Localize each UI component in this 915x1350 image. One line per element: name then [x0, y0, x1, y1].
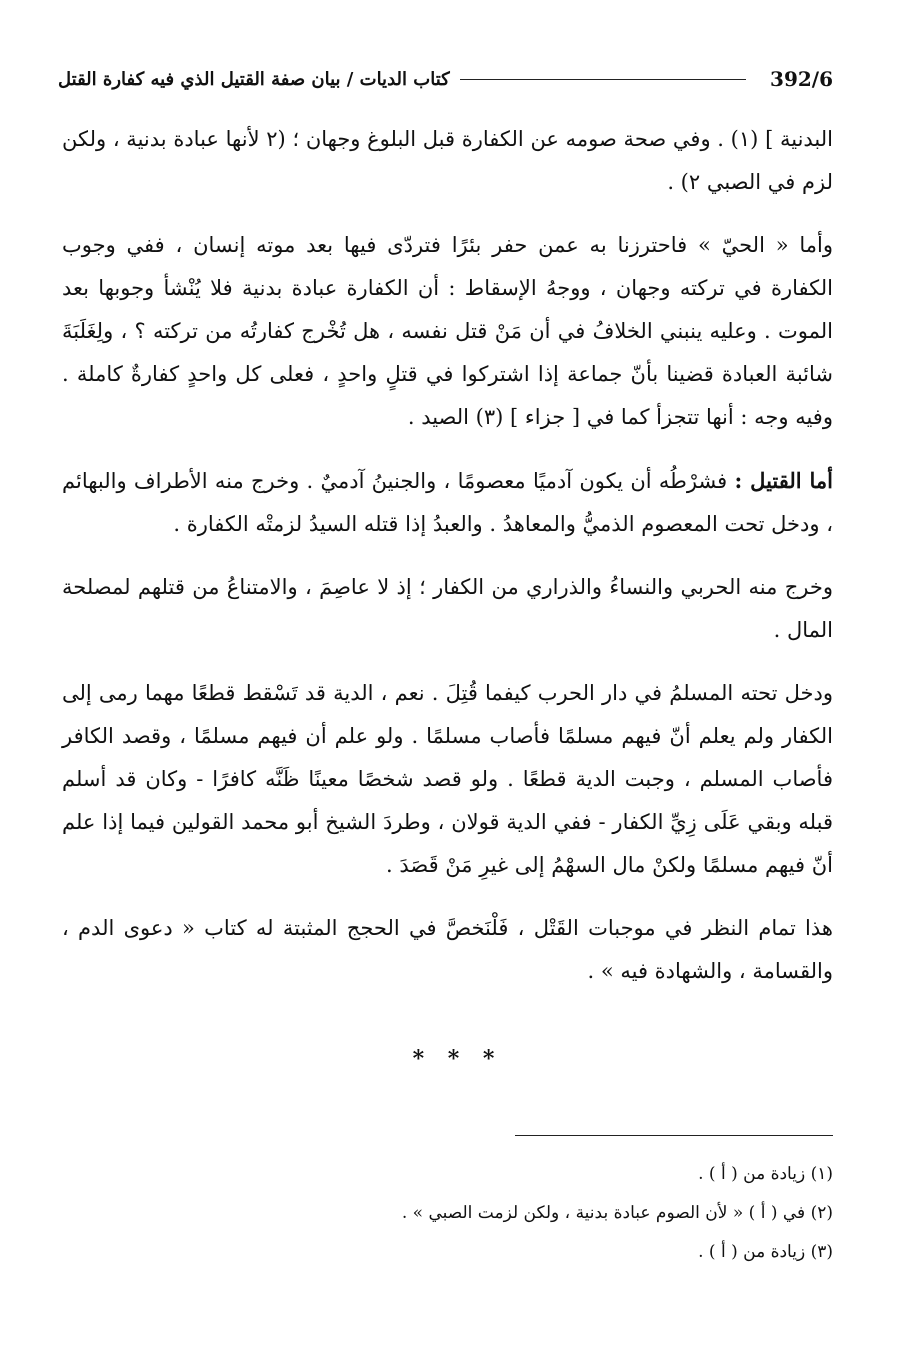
paragraph-1 — [62, 118, 833, 204]
paragraph-3 — [62, 459, 833, 546]
paragraph-2 — [62, 224, 833, 439]
paragraph-5 — [62, 672, 833, 887]
paragraph-text: ودخل تحته المسلمُ في دار الحرب كيفما قُتِلَ . نعم ، الدية قد تَسْقط قطعًا مهما رمى إلى الكفار ولم يعلم أنّ فيهم مسلمًا فأصاب مسلمًا . ولو علم أن فيهم مسلمًا ، وقصد الكافر فأصاب المسلم ، وجبت الدية قطعًا . ولو قصد شخصًا معينًا ظَنَّه كافرًا - وكان قد أسلم قبله وبقي عَلَى زِيِّ الكفار - ففي الدية قولان ، وطردَ الشيخ أبو محمد القولين فيما إذا علم أنّ فيهم مسلمًا ولكنْ مال السهْمُ إلى غيرِ مَنْ قَصَدَ . — [62, 681, 833, 877]
chapter-title: كتاب الديات / بيان صفة القتيل الذي فيه كفارة القتل — [58, 68, 450, 90]
running-header — [58, 62, 833, 96]
header-rule — [460, 79, 746, 80]
paragraph-6 — [62, 907, 833, 993]
section-lead: أما القتيل : — [734, 468, 833, 493]
footnote-3: (٣) زيادة من ( أ ) . — [698, 1242, 833, 1262]
paragraph-text: هذا تمام النظر في موجبات القَتْل ، فَلْنَخصَّ في الحجج المثبتة له كتاب « دعوى الدم ، والقسامة ، والشهادة فيه » . — [62, 916, 833, 983]
footnote-1: (١) زيادة من ( أ ) . — [698, 1164, 833, 1184]
paragraph-text: فشرْطُه أن يكون آدميًا معصومًا ، والجنينُ آدميٌ . وخرج منه الأطراف والبهائم ، ودخل تحت المعصوم الذميُّ والمعاهدُ . والعبدُ إذا قتله السيدُ لزمتْه الكفارة . — [62, 469, 833, 536]
footnote-rule — [515, 1135, 833, 1136]
main-text — [62, 118, 833, 1013]
section-separator: * * * — [412, 1046, 503, 1072]
footnotes — [62, 1155, 833, 1272]
paragraph-text: وخرج منه الحربي والنساءُ والذراري من الكفار ؛ إذ لا عاصِمَ ، والامتناعُ من قتلهم لمصلحة المال . — [62, 575, 833, 642]
paragraph-text: البدنية ] (١) . وفي صحة صومه عن الكفارة قبل البلوغ وجهان ؛ (٢ لأنها عبادة بدنية ، ولكن لزم في الصبي ٢) . — [62, 127, 834, 194]
paragraph-text: وأما « الحيّ » فاحترزنا به عمن حفر بئرًا فتردّى فيها بعد موته إنسان ، ففي وجوب الكفارة في تركته وجهان ، ووجهُ الإسقاط : أن الكفارة عبادة بدنية فلا يُنْشأ وجوبها بعد الموت . وعليه ينبني الخلافُ في أن مَنْ قتل نفسه ، هل تُخْرج كفارتُه من تركته ؟ ، ولِغَلَبَةَ شائبة العبادة قضينا بأنّ جماعة إذا اشتركوا في قتلٍ واحدٍ ، فعلى كل واحدٍ كفارةٌ كاملة . وفيه وجه : أنها تتجزأ كما في [ جزاء ] (٣) الصيد . — [62, 233, 833, 429]
page-number: 392/6 — [770, 67, 833, 91]
paragraph-4 — [62, 566, 833, 652]
footnote-2: (٢) في ( أ ) « لأن الصوم عبادة بدنية ، ولكن لزمت الصبي » . — [401, 1203, 833, 1223]
